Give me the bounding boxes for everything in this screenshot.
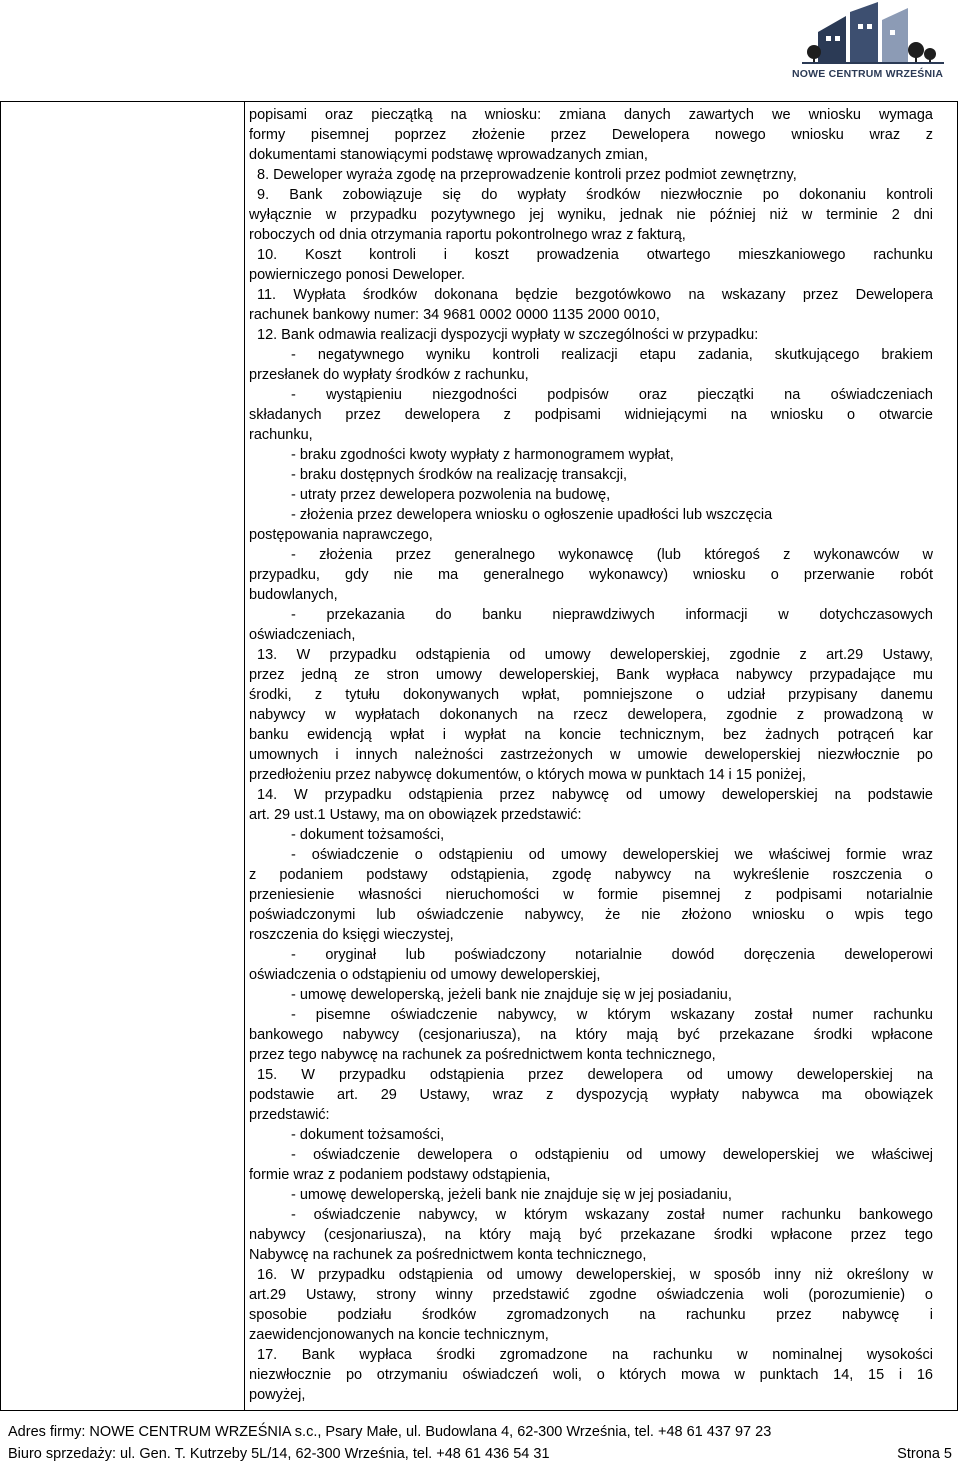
text-line: Nabywcę na rachunek za pośrednictwem konta technicznego, xyxy=(249,1247,647,1263)
text-line: powierniczego ponosi Deweloper. xyxy=(249,267,466,283)
text-line: rachunek bankowy numer: 34 9681 0002 0000 1135 2000 0010, xyxy=(249,307,660,323)
text-line: art.29 Ustawy, strony winny przedstawić zgodne oświadczenia woli (porozumienie) o xyxy=(249,1287,933,1303)
text-line: - utraty przez dewelopera pozwolenia na budowę, xyxy=(291,487,611,503)
text-line: rachunku, xyxy=(249,427,313,443)
text-line: wyłącznie w przypadku pozytywnego jej wyniku, jednak nie później niż w terminie 2 dni xyxy=(249,207,933,223)
page-number: Strona 5 xyxy=(897,1446,952,1462)
building-logo-icon xyxy=(788,2,960,68)
text-line: popisami oraz pieczątką na wniosku: zmiana danych zawartych we wniosku wymaga xyxy=(249,107,933,123)
footer-address: Adres firmy: NOWE CENTRUM WRZEŚNIA s.c., Psary Małe, ul. Budowlana 4, 62-300 Września, tel. +48 61 437 97 23 xyxy=(8,1424,772,1440)
document-body xyxy=(249,105,933,1405)
text-line: 10. Koszt kontroli i koszt prowadzenia otwartego mieszkaniowego rachunku xyxy=(257,247,933,263)
text-line: budowlanych, xyxy=(249,587,338,603)
text-line: - złożenia przez generalnego wykonawcę (lub któregoś z wykonawców w xyxy=(291,547,933,563)
text-line: środki, z tytułu dokonywanych wpłat, pomniejszone o udział przypisany danemu xyxy=(249,687,933,703)
text-line: roboczych od dnia otrzymania raportu pokontrolnego wraz z fakturą, xyxy=(249,227,686,243)
text-line: 9. Bank zobowiązuje się do wypłaty środków niezwłocznie po dokonaniu kontroli xyxy=(257,187,933,203)
text-line: - umowę deweloperską, jeżeli bank nie znajduje się w jej posiadaniu, xyxy=(291,987,732,1003)
text-line: przez jedną ze stron umowy deweloperskiej, Bank wypłaca nabywcy przypadające mu xyxy=(249,667,933,683)
text-line: 11. Wypłata środków dokonana będzie bezgotówkowo na wskazany przez Dewelopera xyxy=(257,287,933,303)
text-line: dokumentami stanowiącymi podstawę wprowadzanych zmian, xyxy=(249,147,648,163)
text-line: - dokument tożsamości, xyxy=(291,1127,445,1143)
text-line: przesłanek do wypłaty środków z rachunku, xyxy=(249,367,529,383)
text-line: 14. W przypadku odstąpienia przez nabywcę od umowy deweloperskiej na podstawie xyxy=(257,787,933,803)
text-line: banku ewidencją wpłat i wypłat na koncie technicznym, bez żadnych potrąceń kar xyxy=(249,727,933,743)
text-line: nabywcy (cesjonariusza), na który mają być przekazane środki wpłacone przez tego xyxy=(249,1227,933,1243)
text-line: oświadczenia o odstąpieniu od umowy deweloperskiej, xyxy=(249,967,601,983)
text-line: przedstawić: xyxy=(249,1107,330,1123)
text-line: nabywcy w wypłatach dokonanych na rzecz dewelopera, zgodnie z prowadzoną w xyxy=(249,707,933,723)
text-line: 16. W przypadku odstąpienia od umowy deweloperskiej, w sposób inny niż określony w xyxy=(257,1267,933,1283)
footer-sales-office xyxy=(8,1444,952,1464)
text-line: - wystąpieniu niezgodności podpisów oraz pieczątki na oświadczeniach xyxy=(291,387,933,403)
text-line: przeniesienie własności nieruchomości w formie pisemnej z podpisami notarialnie xyxy=(249,887,933,903)
text-line: - braku dostępnych środków na realizację transakcji, xyxy=(291,467,628,483)
text-line: - dokument tożsamości, xyxy=(291,827,445,843)
text-line: przypadku, gdy nie ma generalnego wykonawcy) wniosku o przerwanie robót xyxy=(249,567,933,583)
text-line: sposobie podziału środków zgromadzonych na rachunku przez nabywcę i xyxy=(249,1307,933,1323)
text-line: formy pisemnej poprzez złożenie przez Dewelopera nowego wniosku wraz z xyxy=(249,127,933,143)
text-line: 12. Bank odmawia realizacji dyspozycji wypłaty w szczególności w przypadku: xyxy=(257,327,759,343)
text-line: bankowego nabywcy (cesjonariusza), na który mają być przekazane środki wpłacone xyxy=(249,1027,933,1043)
text-line: - oświadczenie o odstąpieniu od umowy deweloperskiej we właściwej formie wraz xyxy=(291,847,933,863)
text-line: powyżej, xyxy=(249,1387,306,1403)
text-line: formie wraz z podaniem podstawy odstąpienia, xyxy=(249,1167,551,1183)
text-line: - przekazania do banku nieprawdziwych informacji w dotychczasowych xyxy=(291,607,933,623)
text-line: roszczenia do księgi wieczystej, xyxy=(249,927,454,943)
logo-text: NOWE CENTRUM WRZEŚNIA xyxy=(792,68,944,80)
company-logo xyxy=(788,2,960,88)
text-line: oświadczeniach, xyxy=(249,627,356,643)
text-line: - pisemne oświadczenie nabywcy, w którym wskazany został numer rachunku xyxy=(291,1007,933,1023)
text-line: postępowania naprawczego, xyxy=(249,527,433,543)
text-line: 13. W przypadku odstąpienia od umowy deweloperskiej, zgodnie z art.29 Ustawy, xyxy=(257,647,933,663)
text-line: 8. Deweloper wyraża zgodę na przeprowadzenie kontroli przez podmiot zewnętrzny, xyxy=(257,167,797,183)
text-line: 15. W przypadku odstąpienia przez dewelopera od umowy deweloperskiej na xyxy=(257,1067,933,1083)
text-line: - złożenia przez dewelopera wniosku o ogłoszenie upadłości lub wszczęcia xyxy=(291,507,773,523)
text-line: składanych przez dewelopera z podpisami widniejącymi na wniosku o otwarcie xyxy=(249,407,933,423)
left-column xyxy=(0,101,245,1411)
text-line: niezwłocznie po otrzymaniu oświadczeń woli, o których mowa w punktach 14, 15 i 16 xyxy=(249,1367,933,1383)
footer-sales-text: Biuro sprzedaży: ul. Gen. T. Kutrzeby 5L/14, 62-300 Września, tel. +48 61 436 54 31 xyxy=(8,1446,550,1462)
text-line: przedłożeniu przez nabywcę dokumentów, o których mowa w punktach 14 i 15 poniżej, xyxy=(249,767,806,783)
text-line: podstawie art. 29 Ustawy, wraz z dyspozycją wypłaty nabywca ma obowiązek xyxy=(249,1087,933,1103)
text-line: z podaniem podstawy odstąpienia, zgodę nabywcy na wykreślenie roszczenia o xyxy=(249,867,933,883)
text-line: zaewidencjonowanych na koncie technicznym, xyxy=(249,1327,549,1343)
text-line: art. 29 ust.1 Ustawy, ma on obowiązek przedstawić: xyxy=(249,807,582,823)
text-line: poświadczonymi lub oświadczenie nabywcy, że nie złożono wniosku o wpis tego xyxy=(249,907,933,923)
text-line: przez tego nabywcę na rachunek za pośrednictwem konta technicznego, xyxy=(249,1047,716,1063)
text-line: - oświadczenie dewelopera o odstąpieniu od umowy deweloperskiej we właściwej xyxy=(291,1147,933,1163)
text-line: 17. Bank wypłaca środki zgromadzone na rachunku w nominalnej wysokości xyxy=(257,1347,933,1363)
text-line: - oryginał lub poświadczony notarialnie dowód doręczenia deweloperowi xyxy=(291,947,933,963)
text-line: - umowę deweloperską, jeżeli bank nie znajduje się w jej posiadaniu, xyxy=(291,1187,732,1203)
text-line: - negatywnego wyniku kontroli realizacji etapu zadania, skutkującego brakiem xyxy=(291,347,933,363)
text-line: - braku zgodności kwoty wypłaty z harmonogramem wypłat, xyxy=(291,447,674,463)
text-line: umownych i innych należności zastrzeżonych w umowie deweloperskiej niezwłocznie po xyxy=(249,747,933,763)
text-line: - oświadczenie nabywcy, w którym wskazany został numer rachunku bankowego xyxy=(291,1207,933,1223)
